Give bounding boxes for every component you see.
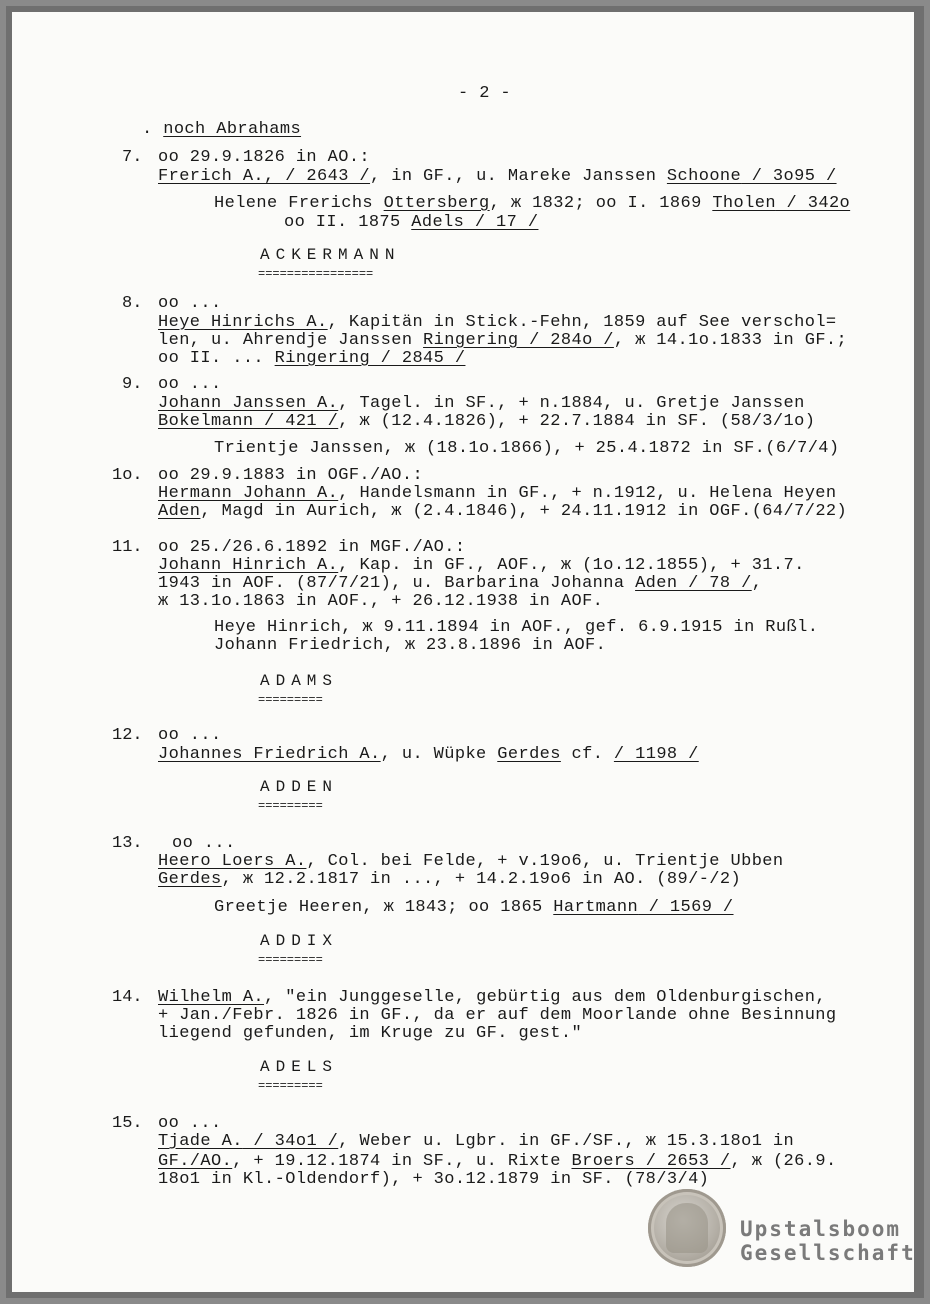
entry-11-line: 1943 in AOF. (87/7/21), u. Barbarina Johanna Aden / 78 /, [158, 574, 763, 593]
entry-13-line: Greetje Heeren, ж 1843; oo 1865 Hartmann / 1569 / [214, 898, 734, 917]
entry-15-line: 18o1 in Kl.-Oldendorf), + 3o.12.1879 in SF. (78/3/4) [158, 1170, 710, 1189]
heading-underline: ========= [258, 693, 323, 707]
entry-number: 1o. [112, 466, 143, 485]
entry-number: 11. [112, 538, 143, 557]
entry-7-line: oo 29.9.1826 in AO.: [158, 148, 371, 167]
entry-11-line: ж 13.1o.1863 in AOF., + 26.12.1938 in AOF. [158, 592, 604, 611]
entry-10-line: oo 29.9.1883 in OGF./AO.: [158, 466, 424, 485]
entry-15-line: Tjade A. / 34o1 /, Weber u. Lgbr. in GF./SF., ж 15.3.18o1 in [158, 1132, 795, 1151]
entry-10-line: Aden, Magd in Aurich, ж (2.4.1846), + 24.11.1912 in OGF.(64/7/22) [158, 502, 848, 521]
entry-12-line: oo ... [158, 726, 222, 745]
entry-number: 15. [112, 1114, 143, 1133]
surname-heading: ADELS [260, 1058, 339, 1076]
page-number: - 2 - [458, 84, 512, 103]
entry-15-line: oo ... [158, 1114, 222, 1133]
upstalsboom-logo [648, 1187, 916, 1271]
entry-number: 9. [122, 375, 143, 394]
entry-7-line: Helene Frerichs Ottersberg, ж 1832; oo I. 1869 Tholen / 342o [214, 194, 851, 213]
document-page [12, 12, 914, 1292]
entry-9-line: Bokelmann / 421 /, ж (12.4.1826), + 22.7.1884 in SF. (58/3/1o) [158, 412, 816, 431]
entry-14-line: Wilhelm A., "ein Junggeselle, gebürtig aus dem Oldenburgischen, [158, 988, 826, 1007]
surname-heading: ADDIX [260, 932, 339, 950]
entry-number: 13. [112, 834, 143, 853]
entry-7-line: Frerich A., / 2643 /, in GF., u. Mareke Janssen Schoone / 3o95 / [158, 167, 837, 186]
entry-8-line: oo ... [158, 294, 222, 313]
logo-line-1: Upstalsboom [740, 1217, 902, 1241]
entry-13-line: oo ... [172, 834, 236, 853]
entry-number: 8. [122, 294, 143, 313]
entry-8-line: len, u. Ahrendje Janssen Ringering / 284o /, ж 14.1o.1833 in GF.; [158, 331, 848, 350]
entry-14-line: + Jan./Febr. 1826 in GF., da er auf dem Moorlande ohne Besinnung [158, 1006, 837, 1025]
entry-13-line: Heero Loers A., Col. bei Felde, + v.19o6, u. Trientje Ubben [158, 852, 784, 871]
entry-13-line: Gerdes, ж 12.2.1817 in ..., + 14.2.19o6 in AO. (89/-/2) [158, 870, 742, 889]
entry-9-line: oo ... [158, 375, 222, 394]
entry-number: 12. [112, 726, 143, 745]
entry-number: 14. [112, 988, 143, 1007]
heading-underline: ========= [258, 953, 323, 967]
entry-14-line: liegend gefunden, im Kruge zu GF. gest." [158, 1024, 583, 1043]
entry-9-line: Trientje Janssen, ж (18.1o.1866), + 25.4.1872 in SF.(6/7/4) [214, 439, 840, 458]
seal-icon [648, 1189, 726, 1267]
entry-8-line: oo II. ... Ringering / 2845 / [158, 349, 466, 368]
entry-10-line: Hermann Johann A., Handelsmann in GF., + n.1912, u. Helena Heyen [158, 484, 837, 503]
entry-8-line: Heye Hinrichs A., Kapitän in Stick.-Fehn, 1859 auf See verschol= [158, 313, 837, 332]
heading-underline: ========= [258, 1079, 323, 1093]
logo-line-2: Gesellschaft [740, 1241, 916, 1265]
heading-underline: ========= [258, 799, 323, 813]
entry-11-line: Johann Friedrich, ж 23.8.1896 in AOF. [214, 636, 607, 655]
heading-underline: ================ [258, 267, 374, 281]
entry-11-line: oo 25./26.6.1892 in MGF./AO.: [158, 538, 466, 557]
surname-heading: ADAMS [260, 672, 339, 690]
surname-heading: ADDEN [260, 778, 339, 796]
header-line: . noch Abrahams [142, 120, 302, 139]
entry-11-line: Johann Hinrich A., Kap. in GF., AOF., ж (1o.12.1855), + 31.7. [158, 556, 805, 575]
entry-11-line: Heye Hinrich, ж 9.11.1894 in AOF., gef. 6.9.1915 in Rußl. [214, 618, 819, 637]
entry-15-line: GF./AO., + 19.12.1874 in SF., u. Rixte Broers / 2653 /, ж (26.9. [158, 1152, 837, 1171]
surname-heading: ACKERMANN [260, 246, 401, 264]
entry-9-line: Johann Janssen A., Tagel. in SF., + n.1884, u. Gretje Janssen [158, 394, 805, 413]
entry-7-line: oo II. 1875 Adels / 17 / [284, 213, 539, 232]
entry-12-line: Johannes Friedrich A., u. Wüpke Gerdes cf. / 1198 / [158, 745, 699, 764]
entry-number: 7. [122, 148, 143, 167]
